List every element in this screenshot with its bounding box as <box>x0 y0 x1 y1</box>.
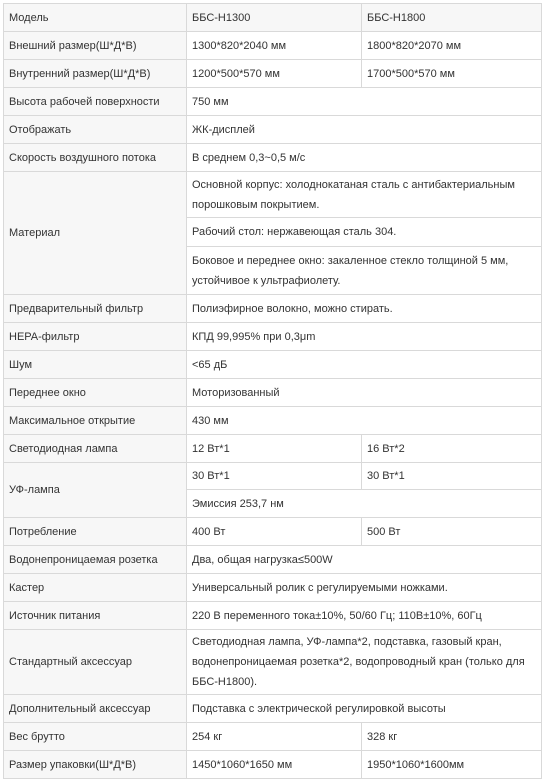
table-row <box>4 323 542 351</box>
row-label: Переднее окно <box>4 379 187 407</box>
table-row <box>4 546 542 574</box>
row-label: Водонепроницаемая розетка <box>4 546 187 574</box>
row-value: <65 дБ <box>187 351 542 379</box>
row-label: Дополнительный аксессуар <box>4 695 187 723</box>
row-value: 1800*820*2070 мм <box>362 32 542 60</box>
row-label: Потребление <box>4 518 187 546</box>
row-label: Стандартный аксессуар <box>4 630 187 695</box>
table-row <box>4 407 542 435</box>
row-label: Материал <box>4 172 187 295</box>
header-model-1: ББС-H1300 <box>187 4 362 32</box>
row-value: 1200*500*570 мм <box>187 60 362 88</box>
table-row <box>4 379 542 407</box>
row-value: Основной корпус: холоднокатаная сталь с антибактериальным порошковым покрытием. <box>187 172 542 218</box>
row-label: Отображать <box>4 116 187 144</box>
row-label: Максимальное открытие <box>4 407 187 435</box>
row-label: УФ-лампа <box>4 463 187 518</box>
row-value: 30 Вт*1 <box>362 463 542 490</box>
header-label: Модель <box>4 4 187 32</box>
row-value: Универсальный ролик с регулируемыми ножками. <box>187 574 542 602</box>
table-row <box>4 630 542 695</box>
row-value: 220 В переменного тока±10%, 50/60 Гц; 110В±10%, 60Гц <box>187 602 542 630</box>
row-label: Высота рабочей поверхности <box>4 88 187 116</box>
table-row <box>4 88 542 116</box>
row-value: 254 кг <box>187 723 362 751</box>
row-label: Внешний размер(Ш*Д*В) <box>4 32 187 60</box>
table-row <box>4 518 542 546</box>
table-row <box>4 574 542 602</box>
row-value: Боковое и переднее окно: закаленное стекло толщиной 5 мм, устойчивое к ультрафиолету. <box>187 247 542 295</box>
spec-table <box>3 3 542 779</box>
table-row <box>4 695 542 723</box>
row-label: Предварительный фильтр <box>4 295 187 323</box>
table-row <box>4 723 542 751</box>
row-value: 1450*1060*1650 мм <box>187 751 362 779</box>
row-value: 16 Вт*2 <box>362 435 542 463</box>
row-value: 1950*1060*1600мм <box>362 751 542 779</box>
table-row <box>4 602 542 630</box>
row-value: ЖК-дисплей <box>187 116 542 144</box>
row-label: HEPA-фильтр <box>4 323 187 351</box>
row-label: Источник питания <box>4 602 187 630</box>
row-label: Вес брутто <box>4 723 187 751</box>
table-row <box>4 32 542 60</box>
row-value: 430 мм <box>187 407 542 435</box>
row-value: Полиэфирное волокно, можно стирать. <box>187 295 542 323</box>
table-row <box>4 435 542 463</box>
row-label: Шум <box>4 351 187 379</box>
row-value: 400 Вт <box>187 518 362 546</box>
table-row <box>4 351 542 379</box>
row-value: Светодиодная лампа, УФ-лампа*2, подставка, газовый кран, водонепроницаемая розетка*2, водопроводный кран (только для ББС-H1800). <box>187 630 542 695</box>
table-row <box>4 295 542 323</box>
table-row <box>4 172 542 218</box>
row-value: 12 Вт*1 <box>187 435 362 463</box>
row-value: Моторизованный <box>187 379 542 407</box>
row-value: 750 мм <box>187 88 542 116</box>
row-label: Светодиодная лампа <box>4 435 187 463</box>
row-value: 500 Вт <box>362 518 542 546</box>
row-label: Размер упаковки(Ш*Д*В) <box>4 751 187 779</box>
row-value: Рабочий стол: нержавеющая сталь 304. <box>187 218 542 247</box>
header-model-2: ББС-H1800 <box>362 4 542 32</box>
row-value: Подставка с электрической регулировкой высоты <box>187 695 542 723</box>
table-row <box>4 463 542 490</box>
row-value: Два, общая нагрузка≤500W <box>187 546 542 574</box>
row-value: КПД 99,995% при 0,3μm <box>187 323 542 351</box>
row-value: 1700*500*570 мм <box>362 60 542 88</box>
row-value: 30 Вт*1 <box>187 463 362 490</box>
row-value: 1300*820*2040 мм <box>187 32 362 60</box>
row-label: Внутренний размер(Ш*Д*В) <box>4 60 187 88</box>
table-row <box>4 144 542 172</box>
table-row <box>4 60 542 88</box>
row-value: Эмиссия 253,7 нм <box>187 490 542 518</box>
table-row <box>4 4 542 32</box>
row-value: 328 кг <box>362 723 542 751</box>
row-label: Кастер <box>4 574 187 602</box>
table-row <box>4 751 542 779</box>
row-value: В среднем 0,3~0,5 м/с <box>187 144 542 172</box>
row-label: Скорость воздушного потока <box>4 144 187 172</box>
table-row <box>4 116 542 144</box>
